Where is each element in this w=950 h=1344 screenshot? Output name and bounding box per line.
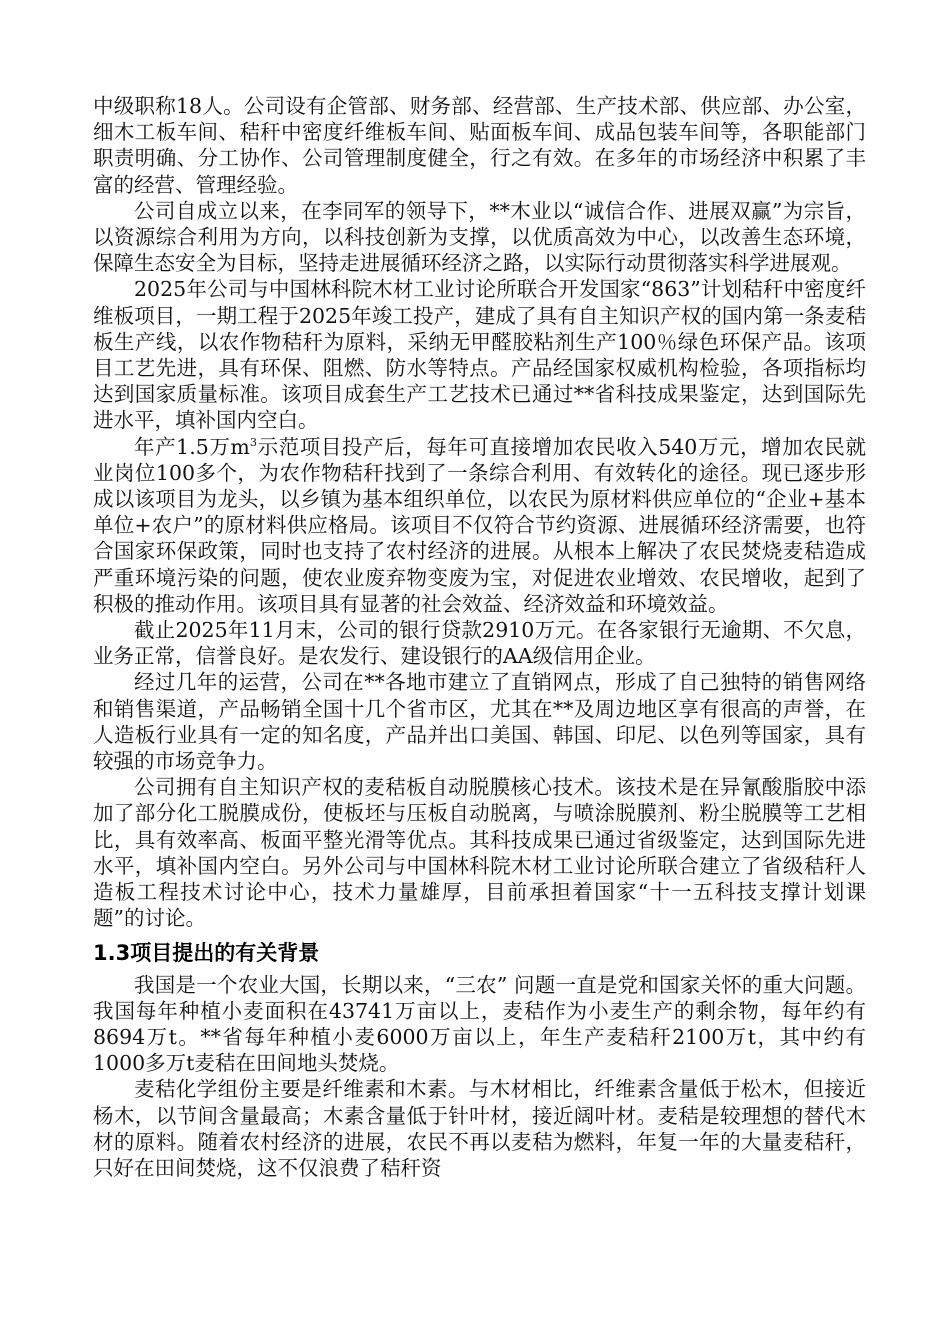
paragraph-demo-project xyxy=(93,434,866,617)
paragraph-sales-network: 经过几年的运营，公司在**各地市建立了直销网点，形成了自己独特的销售网络和销售渠道，产品畅销全国十几个省市区，尤其在**及周边地区享有很高的声誉，在人造板行业具有一定的知名度，产品并出口美国、韩国、印尼、以色列等国家，具有较强的市场竞争力。 xyxy=(93,670,866,774)
paragraph-straw-chemistry: 麦秸化学组份主要是纤维素和木素。与木材相比，纤维素含量低于松木，但接近杨木，以节间含量最高；木素含量低于针叶材，接近阔叶材。麦秸是较理想的替代木材的原料。随着农村经济的进展，农民不再以麦秸为燃料，年复一年的大量麦秸秆，只好在田间焚烧，这不仅浪费了秸秆资 xyxy=(93,1077,866,1180)
paragraph-bank-loans: 截止2025年11月末，公司的银行贷款2910万元。在各家银行无逾期、不欠息，业务正常，信誉良好。是农发行、建设银行的AA级信用企业。 xyxy=(93,618,866,669)
paragraph-company-staff: 中级职称18人。公司设有企管部、财务部、经营部、生产技术部、供应部、办公室，细木工板车间、秸秆中密度纤维板车间、贴面板车间、成品包装车间等，各职能部门职责明确、分工协作、公司管理制度健全，行之有效。在多年的市场经济中积累了丰富的经营、管理经验。 xyxy=(93,94,866,197)
superscript-cubic: 3 xyxy=(249,435,258,449)
section-heading: 1.3项目提出的有关背景 xyxy=(93,940,320,965)
document-page xyxy=(93,93,866,1181)
demo-project-text-start: 年产1.5万m xyxy=(134,434,250,459)
paragraph-agriculture-background: 我国是一个农业大国，长期以来，“三农” 问题一直是党和国家关怀的重大问题。我国每年种植小麦面积在43741万亩以上，麦秸作为小麦生产的剩余物，每年约有8694万t。**省每年种植小麦6000万亩以上，年生产麦秸秆2100万t，其中约有1000多万t麦秸在田间地头焚烧。 xyxy=(93,972,866,1076)
paragraph-company-mission: 公司自成立以来，在李同军的领导下，**木业以“诚信合作、进展双赢”为宗旨，以资源综合利用为方向，以科技创新为支撑，以优质高效为中心，以改善生态环境，保障生态安全为目标，坚持走进展循环经济之路，以实际行动贯彻落实科学进展观。 xyxy=(93,198,866,276)
demo-project-text-rest: 示范项目投产后，每年可直接增加农民收入540万元，增加农民就业岗位100多个，为农作物秸秆找到了一条综合利用、有效转化的途径。现已逐步形成以该项目为龙头，以乡镇为基本组织单位，以农民为原材料供应单位的“企业+基本单位+农户”的原材料供应格局。该项目不仅符合节约资源、进展循环经济需要，也符合国家环保政策，同时也支持了农村经济的进展。从根本上解决了农民焚烧麦秸造成严重环境污染的问题，使农业废弃物变废为宝，对促进农业增效、农民增收，起到了积极的推动作用。该项目具有显著的社会效益、经济效益和环境效益。 xyxy=(93,434,866,616)
paragraph-core-technology: 公司拥有自主知识产权的麦秸板自动脱膜核心技术。该技术是在异氰酸脂胶中添加了部分化工脱膜成份，使板坯与压板自动脱离，与喷涂脱膜剂、粉尘脱膜等工艺相比，具有效率高、板面平整光滑等优点。其科技成果已通过省级鉴定，达到国际先进水平，填补国内空白。另外公司与中国林科院木材工业讨论所联合建立了省级秸秆人造板工程技术讨论中心，技术力量雄厚，目前承担着国家“十一五科技支撑计划课题”的讨论。 xyxy=(93,775,866,931)
paragraph-project-863: 2025年公司与中国林科院木材工业讨论所联合开发国家“863”计划秸秆中密度纤维板项目，一期工程于2025年竣工投产，建成了具有自主知识产权的国内第一条麦秸板生产线，以农作物秸秆为原料，采纳无甲醛胶粘剂生产100％绿色环保产品。该项目工艺先进，具有环保、阻燃、防水等特点。产品经国家权威机构检验，各项指标均达到国家质量标准。该项目成套生产工艺技术已通过**省科技成果鉴定，达到国际先进水平，填补国内空白。 xyxy=(93,277,866,433)
